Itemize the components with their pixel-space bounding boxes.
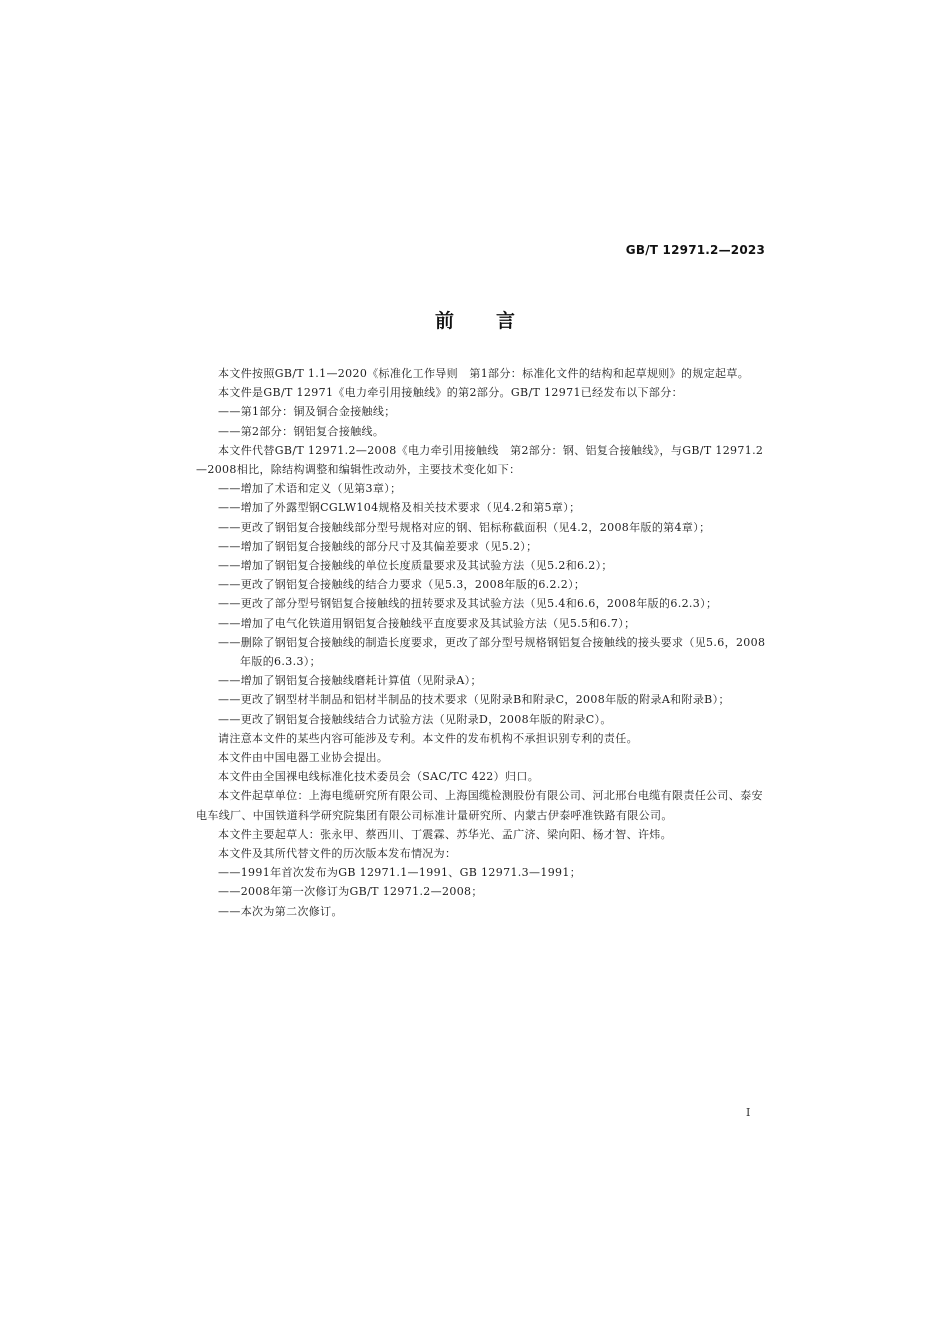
list-item: ——增加了术语和定义（见第3章）； — [218, 482, 402, 496]
paragraph: 本文件由全国裸电线标准化技术委员会（SAC/TC 422）归口。 — [218, 770, 540, 784]
list-item: ——本次为第二次修订。 — [218, 904, 343, 918]
page-title: 前言 — [434, 310, 557, 332]
paragraph: 本文件主要起草人：张永甲、蔡西川、丁震霖、苏华光、孟广济、梁向阳、杨才智、许炜。 — [218, 827, 672, 841]
paragraph: 本文件及其所代替文件的历次版本发布情况为： — [218, 847, 457, 861]
list-item: ——第2部分：钢铝复合接触线。 — [218, 424, 385, 438]
list-item: ——1991年首次发布为GB 12971.1—1991、GB 12971.3—1991； — [218, 866, 582, 880]
list-item: ——更改了钢铝复合接触线的结合力要求（见5.3，2008年版的6.2.2）； — [218, 578, 586, 592]
page-number: I — [746, 1106, 751, 1119]
paragraph: 本文件起草单位：上海电缆研究所有限公司、上海国缆检测股份有限公司、河北邢台电缆有限责任公司、泰安电车线厂、中国铁道科学研究院集团有限公司标准计量研究所、内蒙古伊泰呼准铁路有限公司。 — [196, 789, 763, 822]
standard-code: GB/T 12971.2—2023 — [625, 243, 765, 257]
list-item: ——增加了钢铝复合接触线的部分尺寸及其偏差要求（见5.2）； — [218, 539, 538, 553]
paragraph: 本文件由中国电器工业协会提出。 — [218, 751, 389, 765]
list-item: ——第1部分：铜及铜合金接触线； — [218, 405, 396, 419]
paragraph: 请注意本文件的某些内容可能涉及专利。本文件的发布机构不承担识别专利的责任。 — [218, 731, 638, 745]
list-item: ——增加了外露型钢CGLW104规格及相关技术要求（见4.2和第5章）； — [218, 501, 581, 515]
list-item: ——更改了钢型材半制品和铝材半制品的技术要求（见附录B和附录C，2008年版的附录A和附录B）； — [218, 693, 730, 707]
list-item: ——增加了钢铝复合接触线磨耗计算值（见附录A）； — [218, 674, 482, 688]
paragraph: 本文件代替GB/T 12971.2—2008《电力牵引用接触线 第2部分：钢、铝复合接触线》，与GB/T 12971.2—2008相比，除结构调整和编辑性改动外，主要技术变化如下： — [196, 443, 764, 477]
list-item: ——更改了钢铝复合接触线结合力试验方法（见附录D，2008年版的附录C）。 — [218, 712, 612, 726]
list-item: ——删除了钢铝复合接触线的制造长度要求，更改了部分型号规格钢铝复合接触线的接头要求（见5.6，2008年版的6.3.3）； — [218, 635, 766, 669]
paragraph: 本文件是GB/T 12971《电力牵引用接触线》的第2部分。GB/T 12971已经发布以下部分： — [218, 386, 683, 400]
list-item: ——2008年第一次修订为GB/T 12971.2—2008； — [218, 885, 483, 899]
foreword-body — [196, 364, 770, 921]
list-item: ——增加了电气化铁道用钢铝复合接触线平直度要求及其试验方法（见5.5和6.7）； — [218, 616, 636, 630]
list-item: ——更改了部分型号钢铝复合接触线的扭转要求及其试验方法（见5.4和6.6，2008年版的6.2.3）； — [218, 597, 718, 611]
paragraph: 本文件按照GB/T 1.1—2020《标准化工作导则 第1部分：标准化文件的结构和起草规则》的规定起草。 — [218, 367, 750, 380]
list-item: ——更改了钢铝复合接触线部分型号规格对应的钢、铝标称截面积（见4.2，2008年版的第4章）； — [218, 520, 711, 534]
list-item: ——增加了钢铝复合接触线的单位长度质量要求及其试验方法（见5.2和6.2）； — [218, 559, 613, 573]
